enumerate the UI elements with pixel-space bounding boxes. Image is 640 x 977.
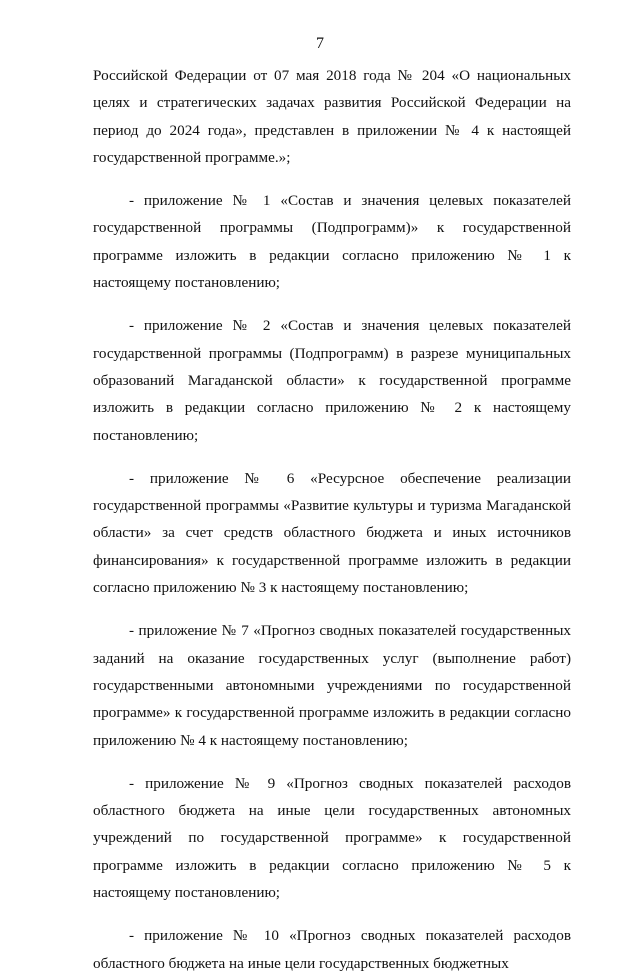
document-body: [93, 62, 571, 977]
paragraph-appendix-6: - приложение № 6 «Ресурсное обеспечение реализации государственной программы «Развитие культуры и туризма Магаданской области» за счет средств областного бюджета и иных источников финансирования» к государственной программе изложить в редакции согласно приложению № 3 к настоящему постановлению;: [93, 469, 571, 597]
paragraph-appendix-1: - приложение № 1 «Состав и значения целевых показателей государственной программы (Подпрограмм)» к государственной программе изложить в редакции согласно приложению № 1 к настоящему постановлению;: [93, 192, 571, 292]
page-number: 7: [316, 35, 324, 52]
paragraph-continuation: Российской Федерации от 07 мая 2018 года № 204 «О национальных целях и стратегических задачах развития Российской Федерации на период до 2024 года», представлен в приложении № 4 к настоящей государственной программе.»;: [93, 67, 571, 166]
paragraph-appendix-10: - приложение № 10 «Прогноз сводных показателей расходов областного бюджета на иные цели государственных бюджетных: [93, 927, 571, 972]
paragraph-appendix-2: - приложение № 2 «Состав и значения целевых показателей государственной программы (Подпрограмм) в разрезе муниципальных образований Магаданской области» к государственной программе изложить в редакции согласно приложению № 2 к настоящему постановлению;: [93, 317, 571, 444]
paragraph-appendix-7: - приложение № 7 «Прогноз сводных показателей государственных заданий на оказание государственных услуг (выполнение работ) государственными автономными учреждениями по государственной программе» к государственной программе изложить в редакции согласно приложению № 4 к настоящему постановлению;: [93, 622, 571, 749]
paragraph-appendix-9: - приложение № 9 «Прогноз сводных показателей расходов областного бюджета на иные цели государственных автономных учреждений по государственной программе» к государственной программе изложить в редакции согласно приложению № 5 к настоящему постановлению;: [93, 774, 571, 902]
